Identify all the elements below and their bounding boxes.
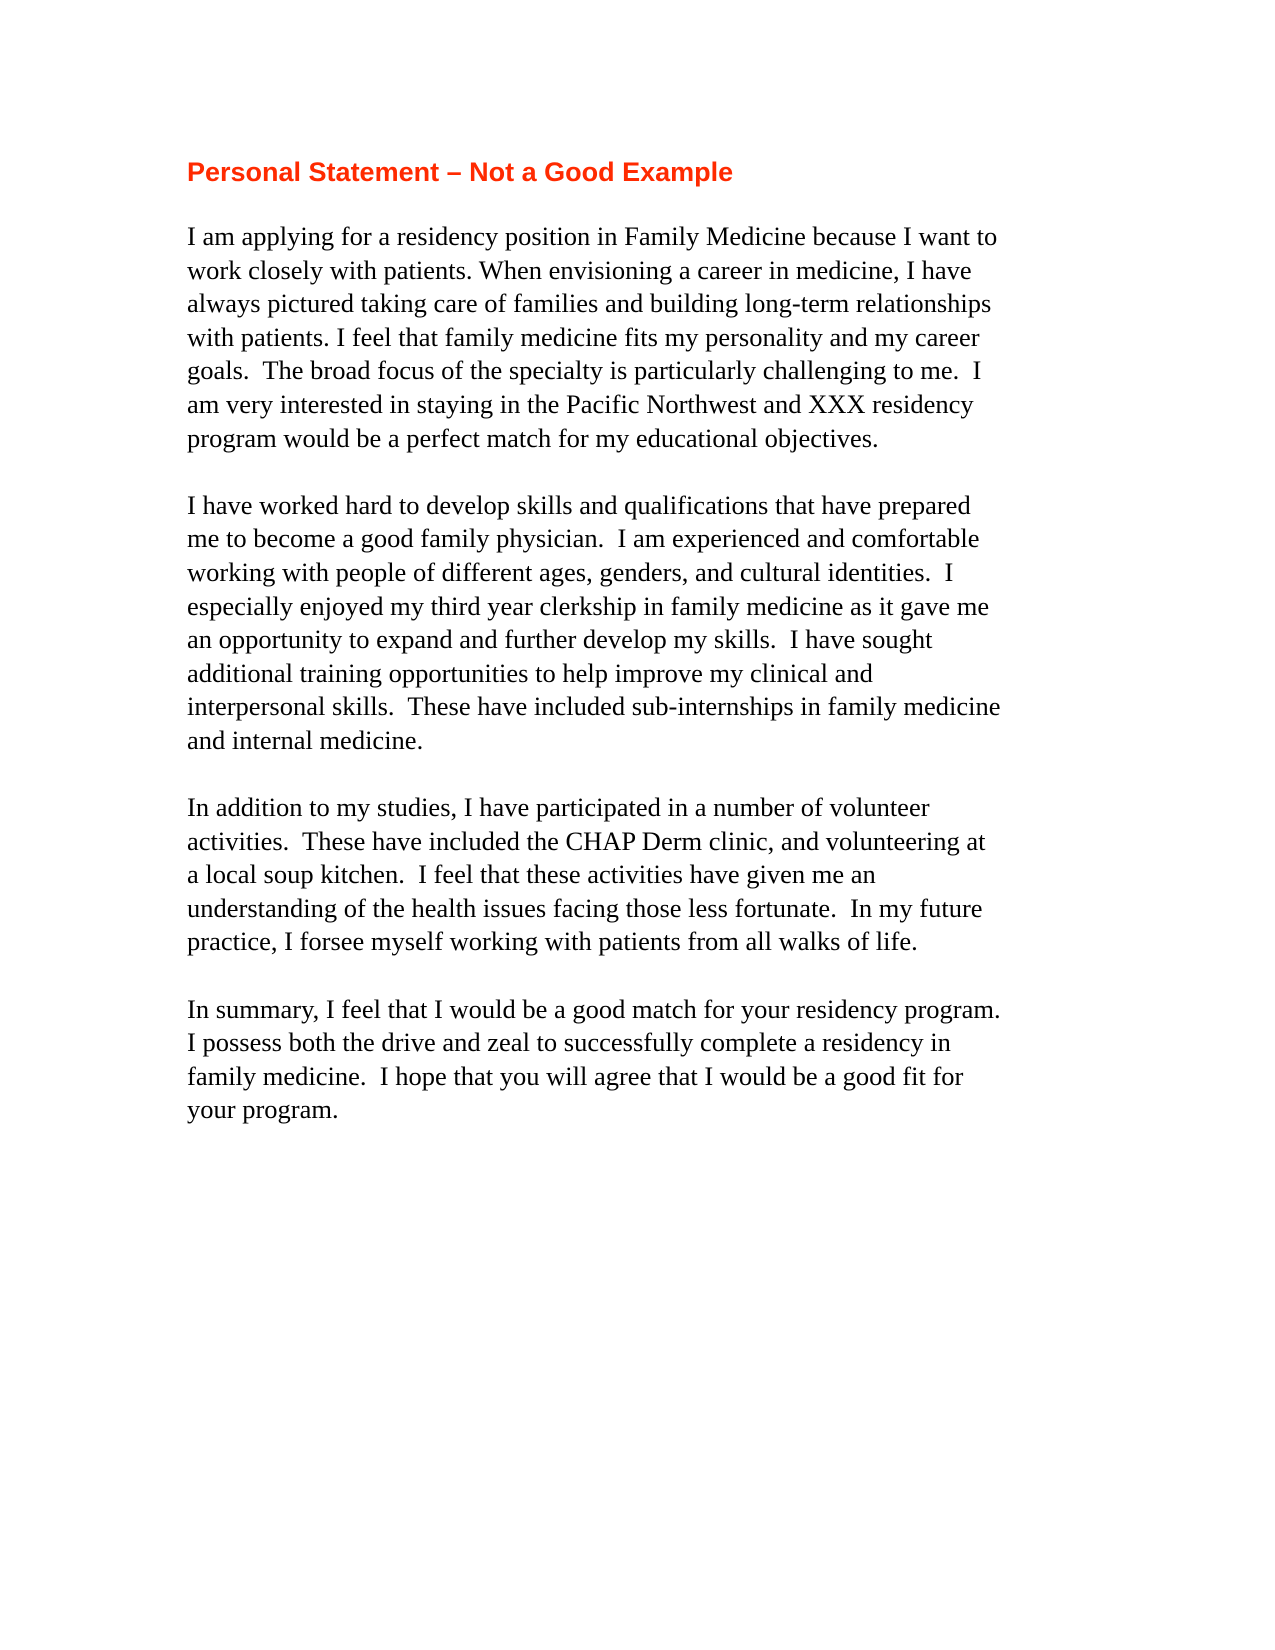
- paragraph-line: me to become a good family physician. I am experienced and comfortable: [187, 523, 980, 554]
- paragraph-line: I am applying for a residency position in Family Medicine because I want to: [187, 221, 998, 251]
- paragraph-line: I possess both the drive and zeal to successfully complete a residency in: [187, 1027, 951, 1058]
- paragraph-line: In summary, I feel that I would be a good match for your residency program.: [187, 993, 1001, 1024]
- paragraph-line: program would be a perfect match for my educational objectives.: [187, 422, 879, 453]
- paragraph-3: [187, 791, 1087, 959]
- paragraph-line: goals. The broad focus of the specialty is particularly challenging to me. I: [187, 355, 982, 386]
- paragraph-line: interpersonal skills. These have included sub-internships in family medicine: [187, 691, 1001, 722]
- paragraph-line: your program.: [187, 1094, 339, 1125]
- paragraph-4: [187, 993, 1087, 1127]
- paragraph-line: understanding of the health issues facing those less fortunate. In my future: [187, 892, 983, 923]
- paragraph-line: I have worked hard to develop skills and qualifications that have prepared: [187, 489, 971, 520]
- paragraph-line: activities. These have included the CHAP Derm clinic, and volunteering at: [187, 825, 986, 856]
- paragraph-2: [187, 489, 1087, 758]
- paragraph-line: In addition to my studies, I have participated in a number of volunteer: [187, 792, 930, 823]
- paragraph-line: always pictured taking care of families and building long-term relationships: [187, 288, 992, 319]
- paragraph-1: [187, 220, 1087, 455]
- paragraph-line: work closely with patients. When envisioning a career in medicine, I have: [187, 254, 972, 285]
- paragraph-line: working with people of different ages, genders, and cultural identities. I: [187, 556, 954, 587]
- document-title: Personal Statement – Not a Good Example: [187, 157, 734, 187]
- paragraph-line: an opportunity to expand and further develop my skills. I have sought: [187, 624, 933, 655]
- document-body: [187, 152, 1087, 1127]
- paragraph-line: a local soup kitchen. I feel that these activities have given me an: [187, 859, 876, 890]
- paragraph-line: additional training opportunities to help improve my clinical and: [187, 657, 873, 688]
- paragraph-line: family medicine. I hope that you will agree that I would be a good fit for: [187, 1060, 964, 1091]
- paragraph-line: with patients. I feel that family medicine fits my personality and my career: [187, 321, 980, 352]
- paragraph-line: practice, I forsee myself working with patients from all walks of life.: [187, 926, 918, 957]
- paragraph-line: am very interested in staying in the Pacific Northwest and XXX residency: [187, 388, 974, 419]
- paragraph-line: and internal medicine.: [187, 724, 424, 755]
- paragraph-line: especially enjoyed my third year clerkship in family medicine as it gave me: [187, 590, 990, 621]
